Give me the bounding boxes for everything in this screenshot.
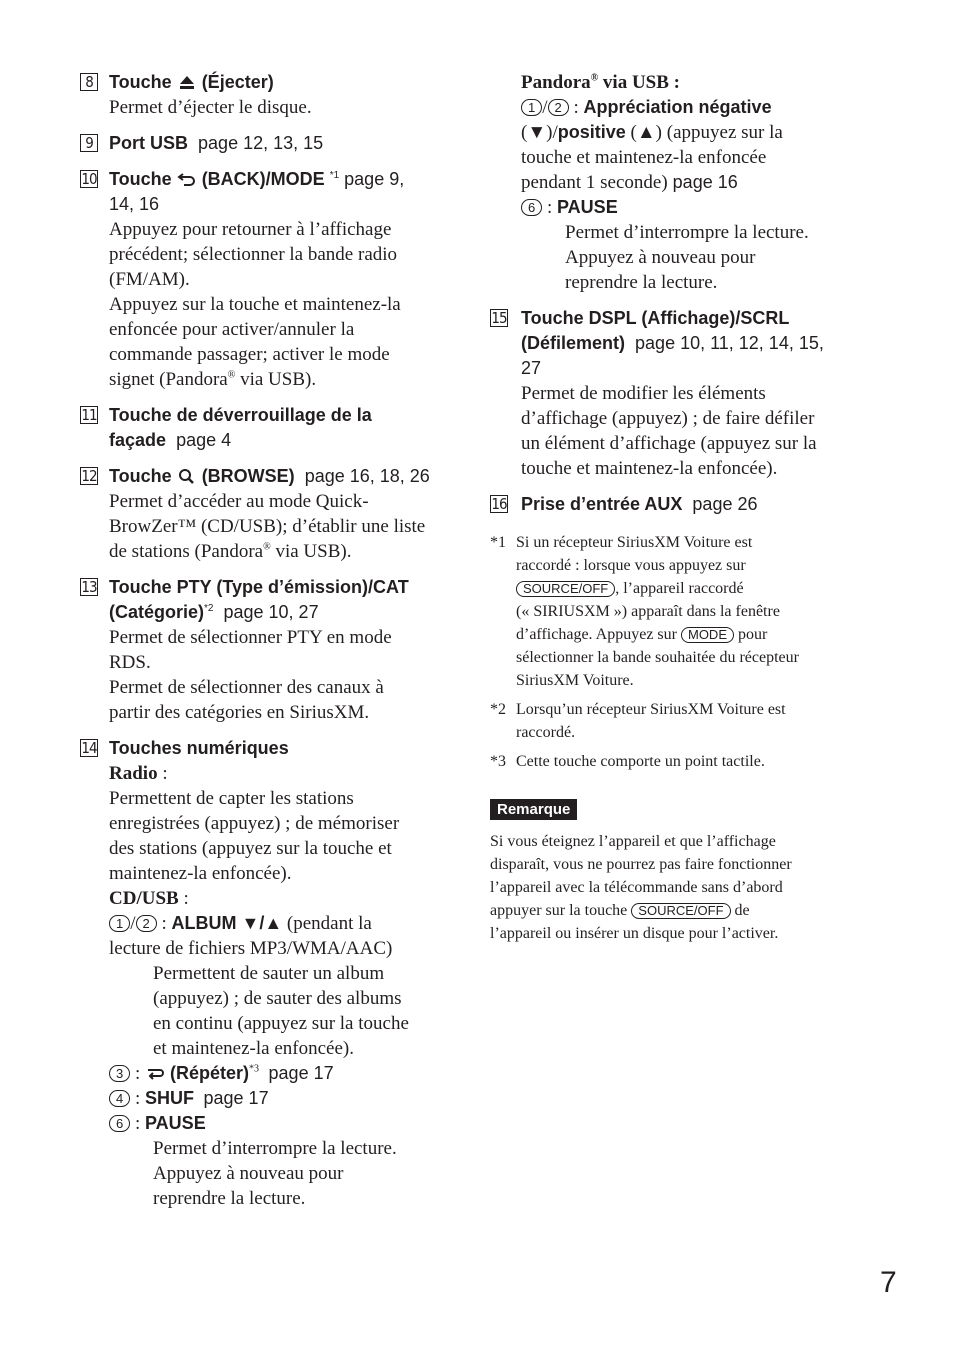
separator: : [156,913,172,934]
page-ref: page 16 [667,172,738,192]
desc-line: et maintenez-la enfoncée). [153,1038,354,1059]
desc-line: BrowZer™ (CD/USB); d’établir une liste [109,516,426,537]
desc-line: Permet d’interrompre la lecture. [565,222,809,243]
desc-line: Appuyez à nouveau pour [565,247,756,268]
page-ref: page 26 [692,494,758,514]
down-triangle-icon: ▼ [527,122,547,143]
entry-title: Prise d’entrée AUX [521,494,683,514]
entry-title: (Catégorie) [109,602,205,622]
footnote-1 [490,531,842,692]
note-line: l’appareil avec la télécommande sans d’abord [490,879,783,896]
page-ref: page 10, 27 [223,602,319,622]
thumbs-down-label: Appréciation négative [583,97,772,117]
colon: : [157,763,168,784]
cd-usb-label: CD/USB [109,888,179,909]
desc-line: Appuyez sur la touche et maintenez-la [109,294,401,315]
remarque-text [490,830,842,945]
page-ref-cont: 14, 16 [109,194,160,214]
pandora-label-suffix: via USB : [598,72,680,93]
item-number: 8 [80,73,98,91]
footnote-2 [490,698,842,744]
mode-key: MODE [681,627,734,643]
footnote-text: pour [733,626,768,643]
back-arrow-icon [177,169,197,189]
page-number: 7 [880,1266,897,1299]
radio-label: Radio [109,763,158,784]
note-text: de [730,902,750,919]
separator: : [542,197,558,218]
pause-label: PAUSE [145,1113,206,1133]
desc-line: un élément d’affichage (appuyez sur la [521,433,817,454]
slash: / [130,913,136,934]
desc-line: Appuyez pour retourner à l’affichage [109,219,392,240]
desc-line [109,367,442,392]
entry-browse [80,464,442,564]
desc-line: Permet de sélectionner PTY en mode [109,627,392,648]
desc-line: des stations (appuyez sur la touche et [109,838,392,859]
desc-line: Appuyez à nouveau pour [153,1163,344,1184]
desc-text: de stations (Pandora [109,541,264,562]
separator: : [130,1088,146,1109]
slash: / [542,97,548,118]
search-icon [177,466,197,486]
desc-line: RDS. [109,652,151,673]
desc-text: ) (appuyez sur la [655,122,783,143]
footnote-text: d’affichage. Appuyez sur [516,626,681,643]
page-ref-cont: 27 [521,358,542,378]
note-text: appuyer sur la touche [490,902,632,919]
item-number: 10 [81,170,97,188]
footnote-mark: *3 [490,753,506,770]
footnote-line: (« SIRIUSXM ») apparaît dans la fenêtre [516,603,780,620]
page-ref: page 9, [339,169,405,189]
footnote-line: sélectionner la bande souhaitée du récepteur [516,649,799,666]
thumbs-up-label: positive [557,122,626,142]
key-3: 3 [109,1065,130,1082]
footnote-text: , l’appareil raccordé [615,580,744,597]
desc-line: touche et maintenez-la enfoncée [521,147,767,168]
item-number: 15 [491,309,507,327]
desc-line: Permet de sélectionner des canaux à [109,677,384,698]
footnote-line: Si un récepteur SiriusXM Voiture est [516,534,753,551]
entry-release-button [80,403,442,453]
item-number: 12 [81,467,97,485]
note-line: l’appareil ou insérer un disque pour l’activer. [490,925,779,942]
desc-line: précédent; sélectionner la bande radio [109,244,398,265]
desc-line: partir des catégories en SiriusXM. [109,702,370,723]
desc-text: )/ [546,122,558,143]
entry-eject [80,70,442,120]
desc-text: pendant 1 seconde) [521,172,668,193]
colon: : [178,888,189,909]
desc-line: Permet d’interrompre la lecture. [153,1138,397,1159]
shuf-label: SHUF [145,1088,195,1108]
key-2: 2 [136,915,157,932]
page-ref: page 17 [268,1063,334,1083]
item-number: 13 [81,578,97,596]
desc-text: via USB). [235,369,317,390]
entry-title: Touches numériques [109,738,289,758]
eject-icon [177,72,197,92]
source-off-key: SOURCE/OFF [516,581,615,597]
key-2: 2 [548,99,569,116]
separator: : [130,1063,146,1084]
footnote-line: Lorsqu’un récepteur SiriusXM Voiture est [516,701,786,718]
footnote-ref: *3 [249,1063,260,1075]
footnote-line: SiriusXM Voiture. [516,672,634,689]
desc-line: (FM/AM). [109,269,190,290]
registered-mark: ® [227,369,236,381]
desc-text: signet (Pandora [109,369,228,390]
album-label: ALBUM ▼/▲ [171,913,283,933]
entry-title: Touche [109,466,172,486]
desc-text: (pendant la [282,913,372,934]
entry-title: Touche DSPL (Affichage)/SCRL [521,308,790,328]
entry-back-mode [80,167,442,392]
pause-label: PAUSE [557,197,618,217]
key-1: 1 [109,915,130,932]
entry-title-suffix: (BROWSE) [196,466,295,486]
entry-title-suffix: (BACK)/MODE [196,169,325,189]
note-line: Si vous éteignez l’appareil et que l’affichage [490,833,776,850]
item-number: 9 [80,134,98,152]
entry-title: Touche PTY (Type d’émission)/CAT [109,577,409,597]
entry-title: (Défilement) [521,333,626,353]
entry-pty-cat [80,575,442,725]
footnote-line: raccordé. [516,724,576,741]
item-number: 14 [81,739,97,757]
footnote-ref: *2 [204,603,214,614]
remarque-label: Remarque [490,799,577,820]
page-ref: page 16, 18, 26 [304,466,430,486]
entry-number-buttons [80,736,442,1211]
entry-title: Port USB [109,133,189,153]
desc-line: Permettent de sauter un album [153,963,385,984]
desc-line: reprendre la lecture. [565,272,718,293]
page-ref: page 17 [203,1088,269,1108]
desc-text: via USB). [270,541,352,562]
repeat-label: (Répéter) [165,1063,250,1083]
paren: ( [521,122,528,143]
registered-mark: ® [263,541,271,553]
right-column [490,70,842,945]
page-ref: page 4 [176,430,232,450]
desc-line: d’affichage (appuyez) ; de faire défiler [521,408,815,429]
key-6: 6 [109,1115,130,1132]
separator: : [130,1113,146,1134]
page-ref: page 10, 11, 12, 14, 15, [635,333,824,353]
entry-title-suffix: (Éjecter) [196,72,274,92]
desc-line: en continu (appuyez sur la touche [153,1013,409,1034]
up-triangle-icon: ▲ [636,122,656,143]
key-6: 6 [521,199,542,216]
desc-line: reprendre la lecture. [153,1188,306,1209]
source-off-key: SOURCE/OFF [631,903,730,919]
note-line: disparaît, vous ne pourrez pas faire fonctionner [490,856,792,873]
entry-aux-input [490,492,842,517]
entry-desc: Permet d’éjecter le disque. [109,97,312,118]
desc-line: lecture de fichiers MP3/WMA/AAC) [109,938,393,959]
footnote-mark: *2 [490,701,506,718]
key-4: 4 [109,1090,130,1107]
desc-line: Permet de modifier les éléments [521,383,766,404]
desc-line: commande passager; activer le mode [109,344,390,365]
page-ref: page 12, 13, 15 [198,133,324,153]
separator: : [568,97,584,118]
footnote-ref: *1 [329,170,340,181]
key-1: 1 [521,99,542,116]
desc-line: enfoncée pour activer/annuler la [109,319,355,340]
item-number: 11 [81,406,97,424]
entry-dspl-scrl [490,306,842,481]
desc-line: enregistrées (appuyez) ; de mémoriser [109,813,400,834]
desc-line [109,539,442,564]
entry-title: Touche [109,72,172,92]
footnote-line: raccordé : lorsque vous appuyez sur [516,557,746,574]
pandora-section [490,70,842,295]
desc-line: touche et maintenez-la enfoncée). [521,458,778,479]
desc-line: Permet d’accéder au mode Quick- [109,491,369,512]
desc-line: maintenez-la enfoncée). [109,863,292,884]
registered-mark: ® [590,72,599,84]
footnote-line: Cette touche comporte un point tactile. [516,753,765,770]
desc-line: (appuyez) ; de sauter des albums [153,988,402,1009]
entry-title: Touche de déverrouillage de la [109,405,372,425]
footnote-mark: *1 [490,534,506,551]
entry-usb-port [80,131,442,156]
entry-title: façade [109,430,167,450]
repeat-icon [145,1063,165,1083]
entry-title: Touche [109,169,172,189]
paren: ( [625,122,637,143]
desc-line: Permettent de capter les stations [109,788,354,809]
left-column [80,70,442,1222]
pandora-label: Pandora [521,72,591,93]
item-number: 16 [491,495,507,513]
footnote-3 [490,750,842,773]
